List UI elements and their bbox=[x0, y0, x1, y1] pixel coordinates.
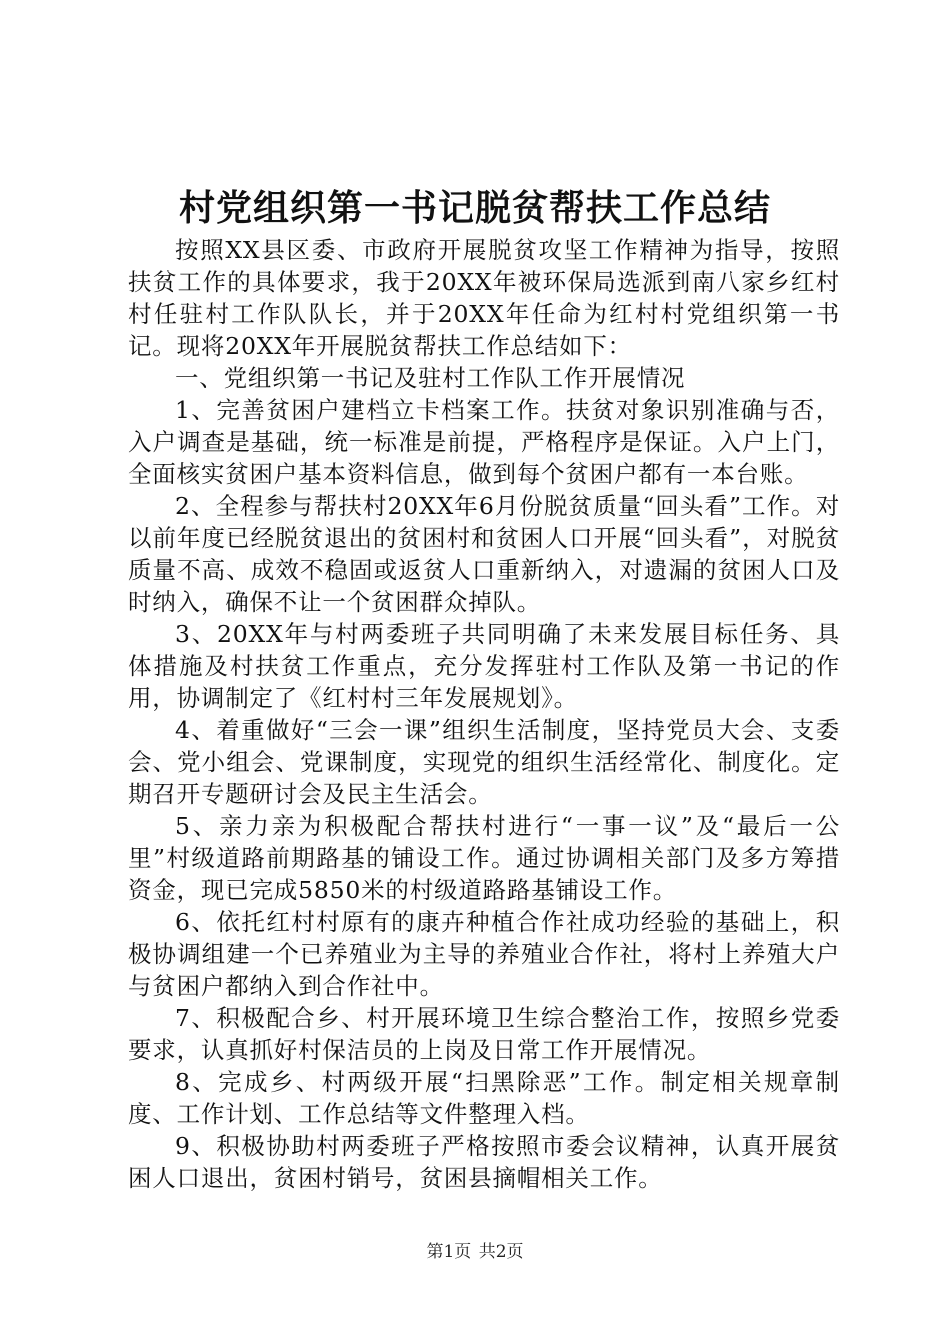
item-paragraph-9: 9、积极协助村两委班子严格按照市委会议精神，认真开展贫困人口退出，贫困村销号，贫困县摘帽相关工作。 bbox=[128, 1132, 840, 1192]
intro-paragraph: 按照XX县区委、市政府开展脱贫攻坚工作精神为指导，按照扶贫工作的具体要求，我于20XX年被环保局选派到南八家乡红村村任驻村工作队队长，并于20XX年任命为红村村党组织第一书记。现将20XX年开展脱贫帮扶工作总结如下： bbox=[128, 236, 840, 360]
item-paragraph-4: 4、着重做好“三会一课”组织生活制度，坚持党员大会、支委会、党小组会、党课制度，实现党的组织生活经常化、制度化。定期召开专题研讨会及民主生活会。 bbox=[128, 716, 840, 808]
document-body bbox=[128, 234, 840, 1194]
item-paragraph-5: 5、亲力亲为积极配合帮扶村进行“一事一议”及“最后一公里”村级道路前期路基的铺设工作。通过协调相关部门及多方筹措资金，现已完成5850米的村级道路路基铺设工作。 bbox=[128, 812, 840, 904]
item-paragraph-2: 2、全程参与帮扶村20XX年6月份脱贫质量“回头看”工作。对以前年度已经脱贫退出的贫困村和贫困人口开展“回头看”，对脱贫质量不高、成效不稳固或返贫人口重新纳入，对遗漏的贫困人口及时纳入，确保不让一个贫困群众掉队。 bbox=[128, 492, 840, 616]
item-paragraph-6: 6、依托红村村原有的康卉种植合作社成功经验的基础上，积极协调组建一个已养殖业为主导的养殖业合作社，将村上养殖大户与贫困户都纳入到合作社中。 bbox=[128, 908, 840, 1000]
item-paragraph-7: 7、积极配合乡、村开展环境卫生综合整治工作，按照乡党委要求，认真抓好村保洁员的上岗及日常工作开展情况。 bbox=[128, 1004, 840, 1064]
item-paragraph-8: 8、完成乡、村两级开展“扫黑除恶”工作。制定相关规章制度、工作计划、工作总结等文件整理入档。 bbox=[128, 1068, 840, 1128]
item-paragraph-1: 1、完善贫困户建档立卡档案工作。扶贫对象识别准确与否，入户调查是基础，统一标准是前提，严格程序是保证。入户上门，全面核实贫困户基本资料信息，做到每个贫困户都有一本台账。 bbox=[128, 396, 840, 488]
document-title: 村党组织第一书记脱贫帮扶工作总结 bbox=[178, 187, 771, 229]
section-heading: 一、党组织第一书记及驻村工作队工作开展情况 bbox=[175, 364, 686, 392]
page-number-footer: 第1页 共2页 bbox=[426, 1242, 524, 1262]
item-paragraph-3: 3、20XX年与村两委班子共同明确了未来发展目标任务、具体措施及村扶贫工作重点，充分发挥驻村工作队及第一书记的作用，协调制定了《红村村三年发展规划》。 bbox=[128, 620, 840, 712]
